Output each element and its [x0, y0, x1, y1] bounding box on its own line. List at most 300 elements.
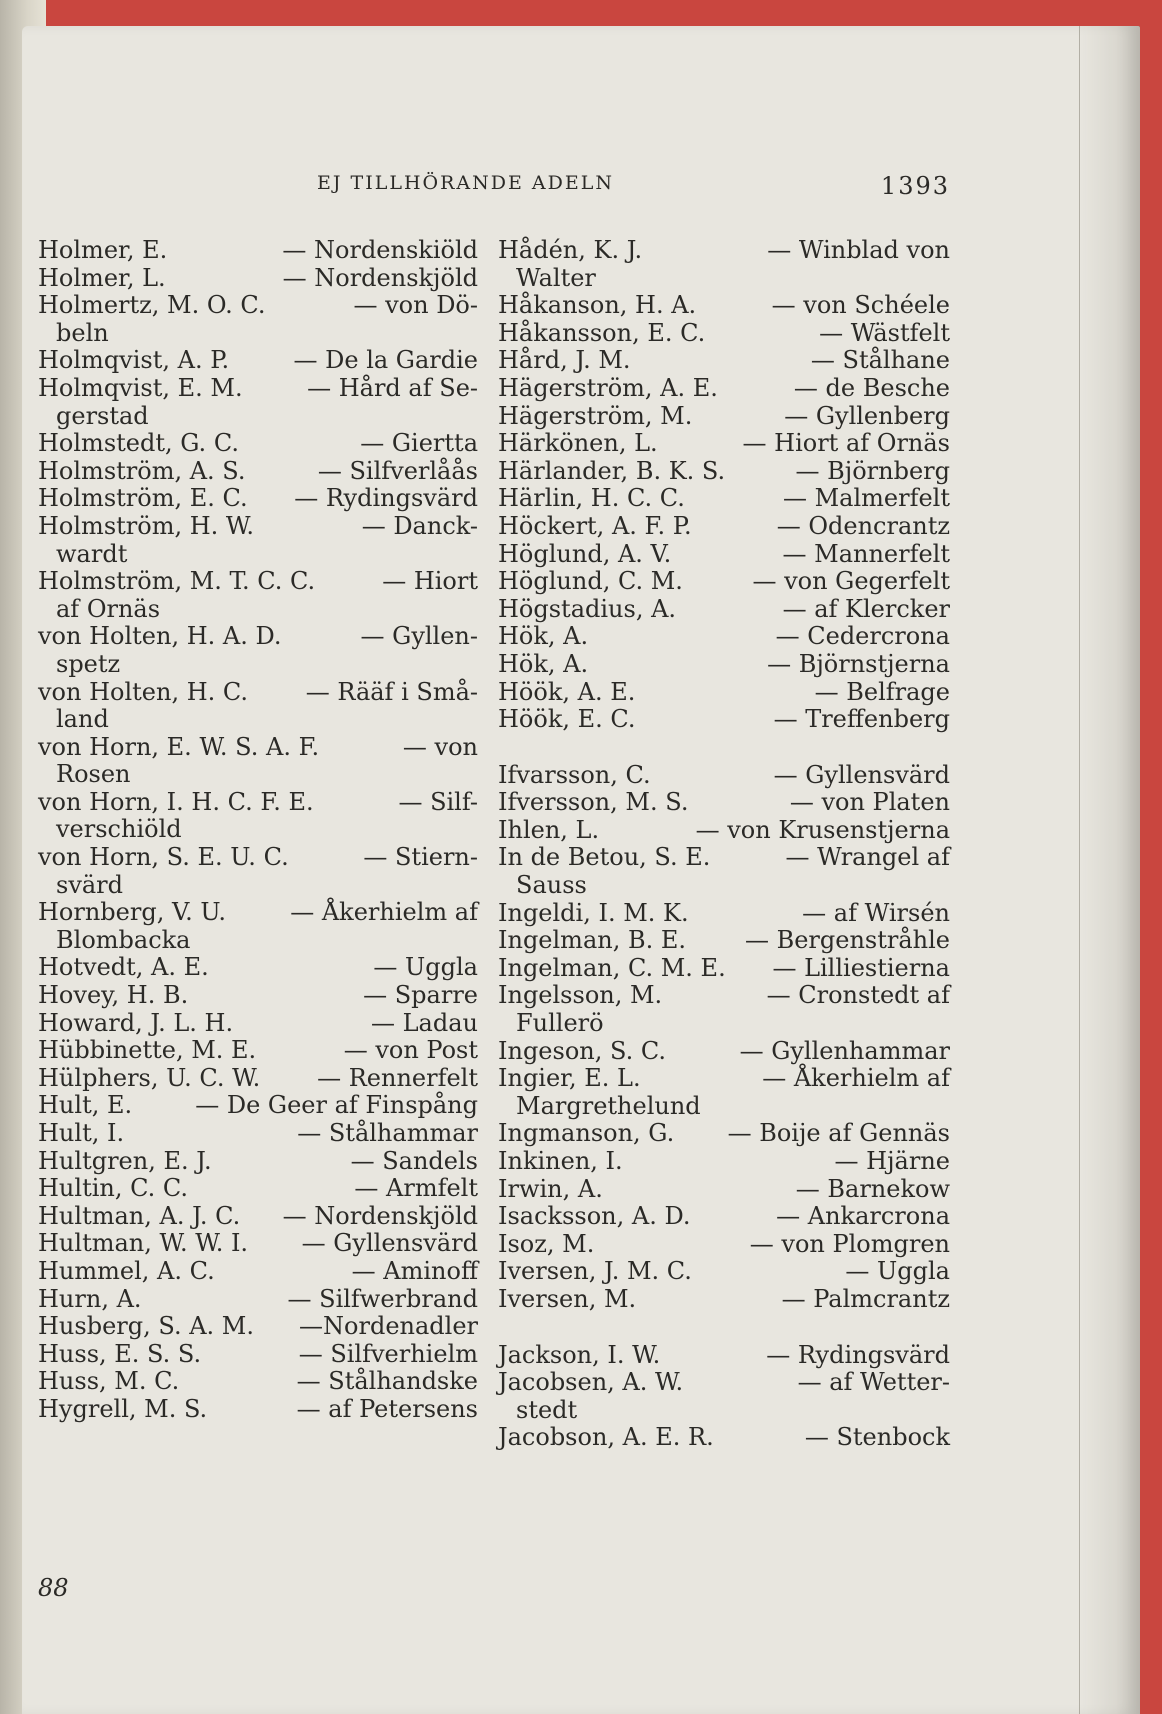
entry-line [38, 789, 478, 817]
entry-family-name: — Rennerfelt [317, 1063, 478, 1092]
entry-family-name: — Armfelt [354, 1174, 478, 1203]
entry-family-name: — von Gegerfelt [752, 567, 950, 596]
register-entry [498, 1258, 950, 1286]
register-entry [38, 458, 478, 486]
entry-line [38, 1258, 478, 1286]
entry-family-name: — Belfrage [814, 677, 950, 706]
entry-family-name: — Cronstedt af [766, 981, 950, 1010]
register-entry [38, 899, 478, 954]
entry-family-name: — Rääf i Små- [305, 677, 478, 706]
register-entry [498, 900, 950, 928]
register-entry [498, 292, 950, 320]
entry-family-name: — Stenbock [804, 1423, 950, 1452]
register-entry [38, 789, 478, 844]
entry-line [38, 1203, 478, 1231]
register-entry [498, 1203, 950, 1231]
register-entry [498, 651, 950, 679]
entry-person-name: Hådén, K. J. [498, 236, 643, 264]
entry-person-name: von Holten, H. A. D. [38, 622, 282, 651]
register-entry [38, 568, 478, 623]
entry-line [498, 1176, 950, 1204]
entry-line [498, 1286, 950, 1314]
entry-family-name: — Odencrantz [776, 511, 950, 540]
register-entry [38, 265, 478, 293]
entry-person-name: Jacobsen, A. W. [498, 1368, 684, 1397]
entry-line [38, 1065, 478, 1093]
entry-person-name: von Holten, H. C. [38, 677, 249, 706]
entry-family-name: — Wrangel af [785, 843, 950, 872]
register-entry [498, 1065, 950, 1120]
entry-line [498, 651, 950, 679]
entry-family-name: — Gyllensvärd [301, 1229, 478, 1258]
entry-line [38, 292, 478, 320]
register-entry [38, 430, 478, 458]
entry-line [38, 982, 478, 1010]
entry-person-name: Hurn, A. [38, 1284, 142, 1313]
entry-line [498, 596, 950, 624]
entry-line [38, 679, 478, 707]
entry-line [498, 789, 950, 817]
register-entry [498, 541, 950, 569]
entry-continuation: Fullerö [516, 1009, 604, 1038]
entry-line [498, 513, 950, 541]
entry-family-name: — von Platen [789, 788, 950, 817]
right-column [498, 237, 950, 1452]
register-entry [38, 1148, 478, 1176]
entry-family-name: — von Schéele [771, 291, 950, 320]
entry-person-name: Jacobson, A. E. R. [498, 1423, 714, 1452]
entry-person-name: Holmer, E. [38, 236, 168, 264]
entry-family-name: — Lilliestierna [772, 953, 950, 982]
register-entry [498, 1342, 950, 1370]
entry-family-name: — von Dö- [353, 291, 478, 320]
entry-family-name: — Hiort af Ornäs [742, 429, 950, 458]
register-entry [498, 762, 950, 790]
entry-continuation: svärd [56, 870, 124, 899]
entry-line [498, 955, 950, 983]
entry-person-name: Högstadius, A. [498, 594, 677, 623]
entry-person-name: Hultman, A. J. C. [38, 1201, 241, 1230]
entry-family-name: — Ladau [370, 1008, 478, 1037]
entry-person-name: Ifversson, M. S. [498, 788, 689, 817]
entry-person-name: Ingeldi, I. M. K. [498, 898, 689, 927]
entry-person-name: Ingelman, C. M. E. [498, 953, 726, 982]
entry-person-name: Huss, M. C. [38, 1367, 180, 1396]
entry-line [38, 375, 478, 403]
entry-person-name: Hult, E. [38, 1091, 133, 1120]
entry-family-name: — Hård af Se- [307, 373, 478, 402]
entry-family-name: —Nordenadler [299, 1312, 478, 1341]
register-entry [38, 1341, 478, 1369]
entry-line [498, 623, 950, 651]
register-entry [498, 679, 950, 707]
register-entry [498, 623, 950, 651]
register-entry [38, 1092, 478, 1120]
entry-line [38, 1175, 478, 1203]
register-entry [498, 844, 950, 899]
register-entry [38, 1010, 478, 1038]
register-entry [498, 817, 950, 845]
entry-person-name: Hård, J. M. [498, 346, 631, 375]
register-entry [38, 237, 478, 265]
entry-line [498, 927, 950, 955]
entry-line [498, 292, 950, 320]
entry-family-name: — Sandels [350, 1146, 478, 1175]
register-entry [498, 430, 950, 458]
entry-family-name: — von Krusenstjerna [695, 815, 950, 844]
entry-line [498, 237, 950, 265]
register-entry [38, 1258, 478, 1286]
entry-family-name: — Rydingsvärd [294, 484, 478, 513]
entry-continuation: Sauss [516, 871, 587, 900]
entry-family-name: — Stålhammar [297, 1119, 478, 1147]
entry-family-name: — Malmerfelt [782, 484, 950, 513]
section-gap [498, 1314, 950, 1342]
entry-person-name: Höckert, A. F. P. [498, 511, 692, 540]
entry-person-name: Holmström, A. S. [38, 456, 246, 485]
register-entry [38, 485, 478, 513]
entry-continuation: verschiöld [56, 815, 182, 844]
entry-person-name: Hummel, A. C. [38, 1256, 215, 1285]
register-entry [498, 237, 950, 292]
entry-line [38, 1148, 478, 1176]
entry-person-name: Hök, A. [498, 622, 589, 651]
entry-person-name: Ingier, E. L. [498, 1064, 641, 1093]
entry-continuation: land [56, 705, 109, 734]
entry-line [38, 844, 478, 872]
entry-person-name: Höök, E. C. [498, 705, 636, 734]
register-entry [498, 1176, 950, 1204]
register-entry [498, 403, 950, 431]
register-entry [498, 1038, 950, 1066]
entry-person-name: Iversen, M. [498, 1284, 637, 1313]
entry-line [38, 1037, 478, 1065]
entry-person-name: Härkönen, L. [498, 429, 658, 458]
entry-line [38, 1092, 478, 1120]
entry-person-name: Inkinen, I. [498, 1147, 623, 1175]
entry-line [498, 375, 950, 403]
entry-family-name: — Barnekow [795, 1174, 950, 1203]
entry-family-name: — Stålhandske [296, 1367, 478, 1396]
entry-family-name: — Silfverlåås [317, 456, 478, 485]
entry-person-name: Ingeson, S. C. [498, 1036, 666, 1065]
register-entry [498, 1148, 950, 1176]
entry-line [38, 265, 478, 293]
entry-family-name: — Treffenberg [773, 705, 950, 734]
entry-family-name: — af Klercker [782, 594, 950, 623]
entry-person-name: Hult, I. [38, 1119, 125, 1147]
entry-family-name: — Stålhane [810, 346, 950, 375]
register-entry [498, 1231, 950, 1259]
register-entry [498, 927, 950, 955]
entry-person-name: Holmstedt, G. C. [38, 429, 239, 458]
entry-line [38, 734, 478, 762]
entry-family-name: — Mannerfelt [782, 539, 950, 568]
entry-family-name: — af Petersens [296, 1394, 478, 1423]
entry-line [38, 347, 478, 375]
entry-family-name: — Gyllenberg [784, 401, 950, 430]
entry-line [498, 679, 950, 707]
entry-line [498, 320, 950, 348]
entry-person-name: Höglund, C. M. [498, 567, 683, 596]
entry-person-name: Holmqvist, E. M. [38, 373, 243, 402]
register-entry [498, 375, 950, 403]
entry-family-name: — Gyllen- [360, 622, 478, 651]
register-entry [38, 844, 478, 899]
entry-person-name: Härlin, H. C. C. [498, 484, 685, 513]
entry-line [498, 403, 950, 431]
entry-line [38, 1396, 478, 1424]
signature-mark: 88 [38, 1574, 69, 1602]
section-gap [498, 734, 950, 762]
register-entry [498, 1286, 950, 1314]
entry-person-name: In de Betou, S. E. [498, 843, 711, 872]
entry-line [38, 513, 478, 541]
entry-person-name: Holmqvist, A. P. [38, 346, 230, 375]
entry-family-name: — Åkerhielm af [762, 1064, 950, 1093]
entry-family-name: — Nordenskjöld [282, 1201, 478, 1230]
register-entry [498, 706, 950, 734]
entry-continuation: gerstad [56, 401, 149, 430]
entry-person-name: Husberg, S. A. M. [38, 1312, 254, 1341]
entry-person-name: Iversen, J. M. C. [498, 1257, 692, 1286]
entry-line [498, 568, 950, 596]
register-entry [498, 955, 950, 983]
entry-person-name: Hovey, H. B. [38, 981, 189, 1010]
page-header [300, 172, 950, 202]
register-entry [38, 347, 478, 375]
entry-family-name: — Winblad von [767, 236, 950, 264]
entry-person-name: Hultman, W. W. I. [38, 1229, 249, 1258]
entry-family-name: — Silfwerbrand [287, 1284, 478, 1313]
register-entry [498, 347, 950, 375]
entry-line [38, 1341, 478, 1369]
register-entry [38, 734, 478, 789]
entry-line [498, 541, 950, 569]
entry-person-name: Holmer, L. [38, 263, 166, 292]
entry-line [38, 1230, 478, 1258]
entry-line [498, 1231, 950, 1259]
entry-person-name: Hübbinette, M. E. [38, 1036, 257, 1065]
entry-person-name: Ingelman, B. E. [498, 926, 687, 955]
entry-person-name: Härlander, B. K. S. [498, 456, 726, 485]
entry-family-name: — Palmcrantz [781, 1284, 950, 1313]
entry-line [498, 900, 950, 928]
register-entry [38, 1175, 478, 1203]
entry-person-name: Hülphers, U. C. W. [38, 1063, 261, 1092]
entry-family-name: — Silfverhielm [298, 1339, 478, 1368]
entry-family-name: — Gyllenhammar [739, 1036, 950, 1065]
entry-continuation: wardt [56, 539, 128, 568]
register-entry [498, 513, 950, 541]
entry-line [498, 1258, 950, 1286]
entry-family-name: — Danck- [361, 511, 478, 540]
entry-family-name: — Hiort [382, 567, 478, 596]
entry-line [38, 1010, 478, 1038]
register-entry [38, 1230, 478, 1258]
entry-line [498, 706, 950, 734]
entry-person-name: Ihlen, L. [498, 815, 600, 844]
entry-line [498, 1342, 950, 1370]
entry-continuation: stedt [516, 1395, 578, 1424]
entry-person-name: Håkansson, E. C. [498, 318, 706, 347]
entry-person-name: Holmström, H. W. [38, 511, 254, 540]
entry-person-name: Höök, A. E. [498, 677, 636, 706]
entry-person-name: Hygrell, M. S. [38, 1394, 208, 1423]
entry-person-name: Irwin, A. [498, 1174, 603, 1203]
entry-person-name: Huss, E. S. S. [38, 1339, 202, 1368]
entry-person-name: Jackson, I. W. [498, 1340, 661, 1369]
register-entry [38, 513, 478, 568]
register-entry [38, 679, 478, 734]
register-entry [38, 954, 478, 982]
register-entry [498, 320, 950, 348]
entry-person-name: Howard, J. L. H. [38, 1008, 234, 1037]
entry-family-name: — Åkerhielm af [290, 898, 478, 927]
entry-line [498, 485, 950, 513]
entry-family-name: — Hjärne [834, 1147, 950, 1175]
register-entry [498, 485, 950, 513]
entry-line [498, 1424, 950, 1452]
entry-family-name: — Rydingsvärd [766, 1340, 950, 1369]
entry-line [498, 1065, 950, 1093]
register-entry [498, 982, 950, 1037]
entry-person-name: Hägerström, A. E. [498, 373, 718, 402]
entry-family-name: — Uggla [845, 1257, 950, 1286]
entry-line [498, 1369, 950, 1397]
entry-line [38, 485, 478, 513]
entry-person-name: Hägerström, M. [498, 401, 693, 430]
entry-line [498, 1120, 950, 1148]
entry-continuation: Walter [516, 263, 596, 292]
entry-family-name: — Nordenskiöld [282, 236, 478, 264]
entry-line [498, 1038, 950, 1066]
entry-person-name: Ingelsson, M. [498, 981, 663, 1010]
entry-continuation: af Ornäs [56, 594, 161, 623]
entry-person-name: Hultin, C. C. [38, 1174, 188, 1203]
entry-line [38, 458, 478, 486]
register-entry [498, 1369, 950, 1424]
entry-person-name: Håkanson, H. A. [498, 291, 697, 320]
register-entry [498, 1120, 950, 1148]
register-entry [498, 568, 950, 596]
entry-family-name: — De la Gardie [293, 346, 478, 375]
register-entry [38, 1120, 478, 1148]
entry-person-name: Holmström, E. C. [38, 484, 248, 513]
entry-person-name: Hultgren, E. J. [38, 1146, 212, 1175]
entry-line [38, 237, 478, 265]
running-title: EJ TILLHÖRANDE ADELN [317, 172, 614, 194]
entry-line [498, 1203, 950, 1231]
entry-person-name: Ifvarsson, C. [498, 760, 651, 789]
entry-line [498, 458, 950, 486]
entry-person-name: von Horn, S. E. U. C. [38, 843, 289, 872]
entry-person-name: Hotvedt, A. E. [38, 953, 209, 982]
entry-person-name: Höglund, A. V. [498, 539, 672, 568]
register-entry [38, 1368, 478, 1396]
register-entry [38, 1203, 478, 1231]
entry-person-name: von Horn, E. W. S. A. F. [38, 732, 320, 761]
entry-family-name: — Bergenstråhle [744, 926, 950, 955]
register-entry [498, 789, 950, 817]
register-entry [498, 596, 950, 624]
register-entry [498, 1424, 950, 1452]
entry-family-name: — Ankarcrona [776, 1202, 950, 1231]
entry-family-name: — Boije af Gennäs [727, 1119, 950, 1148]
entry-family-name: — Silf- [398, 787, 478, 816]
entry-line [498, 817, 950, 845]
entry-line [38, 568, 478, 596]
register-entry [38, 1037, 478, 1065]
entry-family-name: — Cedercrona [775, 622, 950, 651]
register-entry [498, 458, 950, 486]
entry-continuation: Margrethelund [516, 1091, 701, 1120]
entry-line [38, 430, 478, 458]
entry-continuation: Rosen [56, 760, 131, 789]
entry-family-name: — Nordenskjöld [282, 263, 478, 292]
entry-line [38, 1286, 478, 1314]
entry-family-name: — Aminoff [351, 1256, 478, 1285]
entry-line [38, 954, 478, 982]
entry-line [498, 1148, 950, 1176]
entry-continuation: spetz [56, 649, 121, 678]
page-edge [1079, 26, 1140, 1714]
entry-family-name: — Giertta [360, 429, 478, 458]
register-entry [38, 623, 478, 678]
entry-line [498, 762, 950, 790]
register-entry [38, 1286, 478, 1314]
entry-person-name: Ingmanson, G. [498, 1119, 675, 1148]
entry-line [498, 430, 950, 458]
entry-line [38, 899, 478, 927]
register-entry [38, 375, 478, 430]
entry-family-name: — Uggla [373, 953, 478, 982]
entry-line [498, 844, 950, 872]
left-column [38, 237, 478, 1424]
register-entry [38, 1065, 478, 1093]
register-entry [38, 292, 478, 347]
entry-family-name: — von Post [343, 1036, 478, 1065]
register-entry [38, 1313, 478, 1341]
entry-person-name: Holmertz, M. O. C. [38, 291, 266, 320]
entry-family-name: — Sparre [363, 981, 478, 1010]
entry-family-name: — von [402, 732, 478, 761]
entry-line [38, 623, 478, 651]
entry-line [498, 347, 950, 375]
entry-family-name: — Björnberg [795, 456, 950, 485]
entry-person-name: Isoz, M. [498, 1229, 595, 1258]
register-entry [38, 982, 478, 1010]
entry-person-name: Hök, A. [498, 649, 589, 678]
entry-family-name: — Stiern- [363, 843, 478, 872]
entry-line [38, 1120, 478, 1148]
entry-family-name: — af Wirsén [802, 898, 950, 927]
entry-person-name: Holmström, M. T. C. C. [38, 567, 316, 596]
entry-family-name: — Gyllensvärd [773, 760, 950, 789]
entry-line [38, 1313, 478, 1341]
entry-family-name: — De Geer af Finspång [195, 1091, 478, 1120]
entry-family-name: — von Plomgren [749, 1229, 950, 1258]
entry-family-name: — de Besche [793, 373, 950, 402]
entry-line [38, 1368, 478, 1396]
register-entry [38, 1396, 478, 1424]
entry-line [498, 982, 950, 1010]
page-number: 1393 [880, 172, 950, 200]
entry-family-name: — af Wetter- [797, 1368, 950, 1397]
entry-continuation: Blombacka [56, 925, 191, 954]
entry-person-name: von Horn, I. H. C. F. E. [38, 787, 314, 816]
entry-family-name: — Wästfelt [819, 318, 950, 347]
